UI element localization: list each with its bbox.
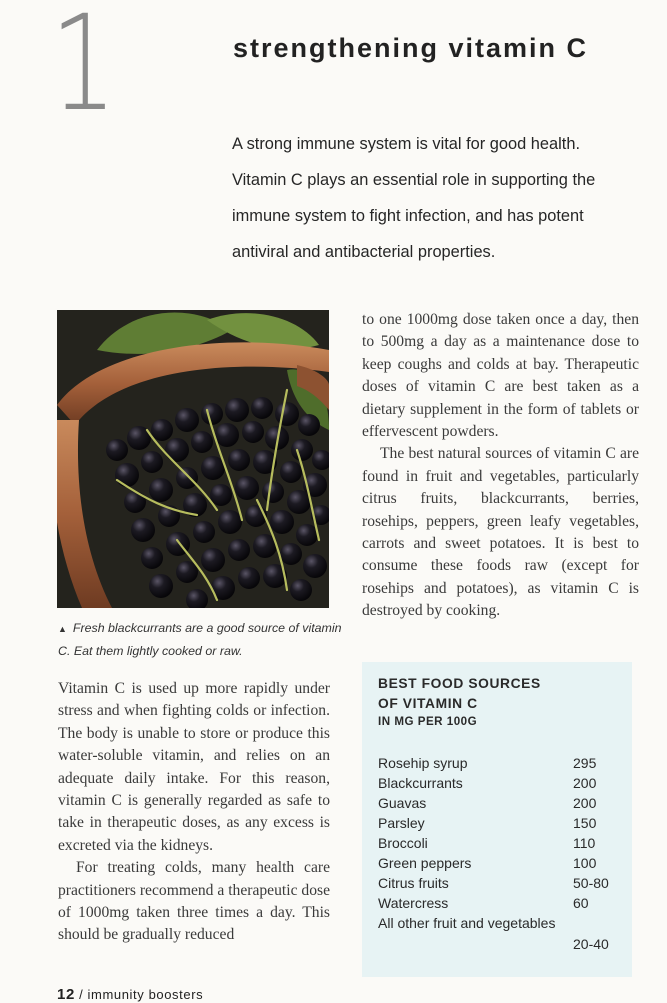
food-sources-box (362, 662, 632, 977)
body-left-column (58, 678, 330, 947)
intro-line: immune system to fight infection, and has potent (232, 207, 584, 225)
chapter-title: strengthening vitamin C (233, 33, 589, 63)
food-value: 110 (573, 835, 596, 851)
section-name: immunity boosters (87, 987, 204, 1002)
chapter-number: 1 (50, 0, 118, 141)
food-row (378, 815, 618, 835)
intro-paragraph (232, 126, 652, 270)
food-name: Rosehip syrup (378, 755, 468, 771)
food-value: 100 (573, 855, 597, 871)
food-name: Green peppers (378, 855, 472, 871)
body-paragraph: The best natural sources of vitamin C are found in fruit and vegetables, particularly citrus fruits, blackcurrants, berries, rosehips, peppers, green leafy vegetables, carrots and sweet potatoes. It is best to consume these foods raw (except for rosehips and potatoes), as vitamin C is destroyed by cooking. (362, 445, 639, 620)
food-value: 150 (573, 815, 597, 831)
photo-caption (58, 617, 348, 662)
food-row (378, 775, 618, 795)
food-name: Broccoli (378, 835, 428, 851)
food-name: Guavas (378, 795, 427, 811)
food-row (378, 755, 618, 775)
food-value: 20-40 (573, 936, 609, 952)
blackcurrants-illustration (57, 310, 329, 608)
footer-separator: / (79, 987, 84, 1002)
body-paragraph: to one 1000mg dose taken once a day, then to 500mg a day as a maintenance dose to keep coughs and colds at bay. Therapeutic doses of vitamin C are best taken as a dietary supplement in the form of tablets or effervescent powders. (362, 311, 639, 441)
food-row (378, 936, 618, 956)
food-value: 200 (573, 775, 597, 791)
box-title-line: OF VITAMIN C (378, 696, 478, 711)
food-value: 50-80 (573, 875, 609, 891)
food-name: Citrus fruits (378, 875, 449, 891)
body-paragraph: For treating colds, many health care practitioners recommend a therapeutic dose of 1000mg taken three times a day. This should be gradually reduced (58, 859, 330, 944)
body-paragraph: Vitamin C is used up more rapidly under stress and when fighting colds or infection. The body is unable to store or produce this water-soluble vitamin, and relies on an adequate daily intake. For this reason, vitamin C is generally regarded as safe to take in therapeutic doses, as any excess is excreted via the kidneys. (58, 680, 330, 854)
food-row (378, 795, 618, 815)
food-row (378, 895, 618, 915)
blackcurrants-photo (57, 310, 329, 608)
intro-line: Vitamin C plays an essential role in supporting the (232, 171, 596, 189)
page-footer (57, 986, 203, 1003)
box-subtitle: IN MG PER 100G (378, 715, 478, 728)
caption-text: Fresh blackcurrants are a good source of vitamin C. Eat them lightly cooked or raw. (58, 621, 342, 658)
food-name: Watercress (378, 895, 449, 911)
food-name: Blackcurrants (378, 775, 463, 791)
page-number: 12 (57, 986, 75, 1003)
food-name: Parsley (378, 815, 425, 831)
box-title (378, 674, 541, 714)
food-name: All other fruit and vegetables (378, 915, 556, 931)
food-value: 60 (573, 895, 589, 911)
food-row (378, 915, 618, 935)
box-title-line: BEST FOOD SOURCES (378, 676, 541, 691)
food-row (378, 855, 618, 875)
food-row (378, 835, 618, 855)
intro-line: A strong immune system is vital for good health. (232, 135, 581, 153)
intro-line: antiviral and antibacterial properties. (232, 243, 496, 261)
caption-marker-icon: ▲ (58, 624, 67, 634)
body-right-column (362, 309, 639, 623)
food-row (378, 875, 618, 895)
food-value: 200 (573, 795, 597, 811)
food-value: 295 (573, 755, 597, 771)
